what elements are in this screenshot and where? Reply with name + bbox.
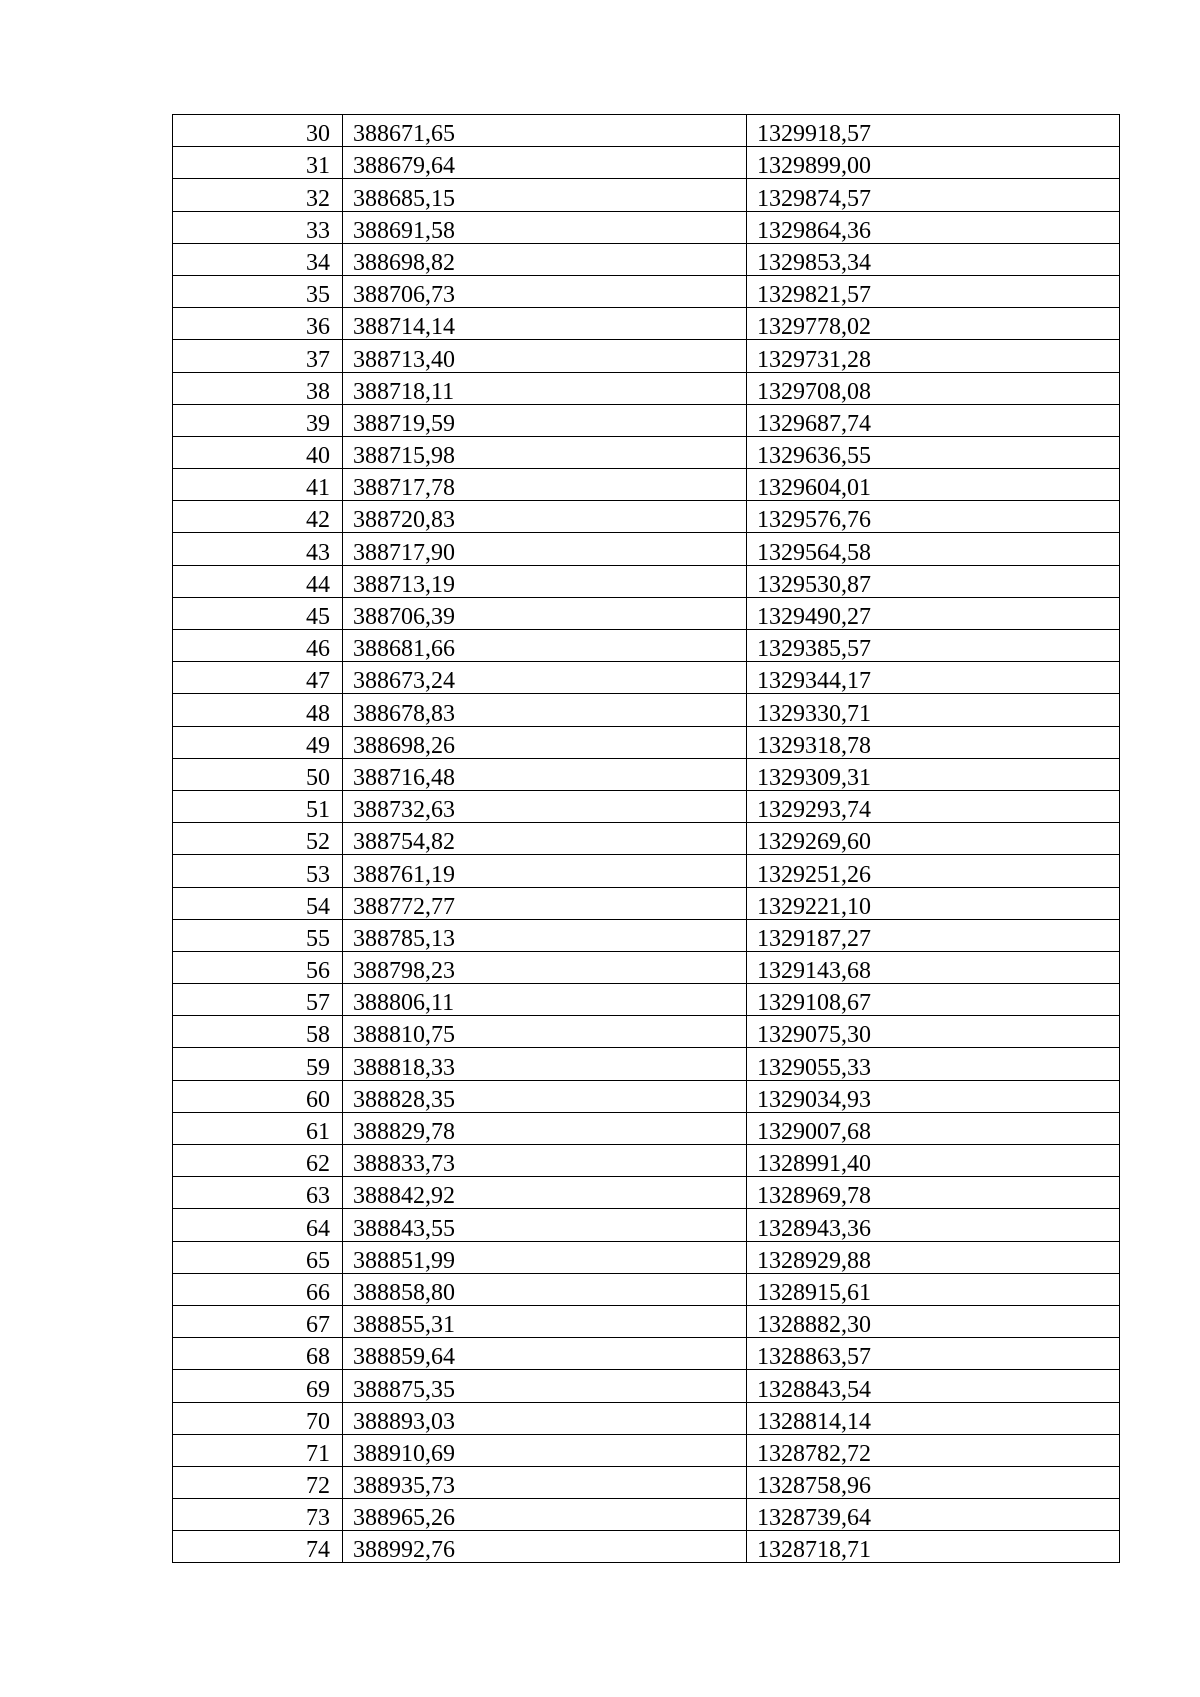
y-coordinate-cell: 1329576,76 [747,501,1120,533]
y-coordinate-cell: 1329687,74 [747,404,1120,436]
y-coordinate-cell: 1329530,87 [747,565,1120,597]
y-coordinate-cell: 1329251,26 [747,855,1120,887]
table-row [173,597,1120,629]
y-coordinate-cell: 1329221,10 [747,887,1120,919]
table-row [173,1499,1120,1531]
x-coordinate-cell: 388875,35 [343,1370,747,1402]
table-row [173,1048,1120,1080]
y-coordinate-cell: 1328929,88 [747,1241,1120,1273]
x-coordinate-cell: 388851,99 [343,1241,747,1273]
point-number-cell: 30 [173,115,343,147]
x-coordinate-cell: 388833,73 [343,1145,747,1177]
table-row [173,1466,1120,1498]
point-number-cell: 42 [173,501,343,533]
y-coordinate-cell: 1329564,58 [747,533,1120,565]
y-coordinate-cell: 1329636,55 [747,436,1120,468]
point-number-cell: 68 [173,1338,343,1370]
point-number-cell: 60 [173,1080,343,1112]
table-row [173,790,1120,822]
point-number-cell: 66 [173,1273,343,1305]
x-coordinate-cell: 388992,76 [343,1531,747,1563]
table-row [173,662,1120,694]
point-number-cell: 35 [173,275,343,307]
table-row [173,1273,1120,1305]
y-coordinate-cell: 1329108,67 [747,984,1120,1016]
point-number-cell: 34 [173,243,343,275]
y-coordinate-cell: 1329143,68 [747,951,1120,983]
y-coordinate-cell: 1329318,78 [747,726,1120,758]
table-row [173,919,1120,951]
y-coordinate-cell: 1328758,96 [747,1466,1120,1498]
y-coordinate-cell: 1329821,57 [747,275,1120,307]
point-number-cell: 61 [173,1112,343,1144]
table-row [173,501,1120,533]
y-coordinate-cell: 1328882,30 [747,1305,1120,1337]
point-number-cell: 46 [173,630,343,662]
x-coordinate-cell: 388714,14 [343,308,747,340]
table-row [173,372,1120,404]
y-coordinate-cell: 1329344,17 [747,662,1120,694]
x-coordinate-cell: 388673,24 [343,662,747,694]
y-coordinate-cell: 1329330,71 [747,694,1120,726]
table-row [173,1305,1120,1337]
coordinates-table [172,114,1120,1563]
point-number-cell: 73 [173,1499,343,1531]
x-coordinate-cell: 388678,83 [343,694,747,726]
y-coordinate-cell: 1328991,40 [747,1145,1120,1177]
y-coordinate-cell: 1329864,36 [747,211,1120,243]
table-row [173,179,1120,211]
table-row [173,340,1120,372]
point-number-cell: 69 [173,1370,343,1402]
table-row [173,1080,1120,1112]
y-coordinate-cell: 1328863,57 [747,1338,1120,1370]
point-number-cell: 55 [173,919,343,951]
y-coordinate-cell: 1329187,27 [747,919,1120,951]
table-row [173,1177,1120,1209]
y-coordinate-cell: 1328843,54 [747,1370,1120,1402]
x-coordinate-cell: 388671,65 [343,115,747,147]
point-number-cell: 49 [173,726,343,758]
x-coordinate-cell: 388818,33 [343,1048,747,1080]
table-row [173,984,1120,1016]
x-coordinate-cell: 388855,31 [343,1305,747,1337]
y-coordinate-cell: 1329075,30 [747,1016,1120,1048]
table-row [173,726,1120,758]
y-coordinate-cell: 1328814,14 [747,1402,1120,1434]
table-row [173,211,1120,243]
table-row [173,147,1120,179]
x-coordinate-cell: 388859,64 [343,1338,747,1370]
x-coordinate-cell: 388717,78 [343,469,747,501]
x-coordinate-cell: 388806,11 [343,984,747,1016]
point-number-cell: 36 [173,308,343,340]
y-coordinate-cell: 1328915,61 [747,1273,1120,1305]
point-number-cell: 72 [173,1466,343,1498]
x-coordinate-cell: 388698,26 [343,726,747,758]
y-coordinate-cell: 1329778,02 [747,308,1120,340]
point-number-cell: 41 [173,469,343,501]
x-coordinate-cell: 388798,23 [343,951,747,983]
y-coordinate-cell: 1329604,01 [747,469,1120,501]
point-number-cell: 47 [173,662,343,694]
point-number-cell: 74 [173,1531,343,1563]
table-row [173,308,1120,340]
point-number-cell: 45 [173,597,343,629]
y-coordinate-cell: 1328782,72 [747,1434,1120,1466]
x-coordinate-cell: 388893,03 [343,1402,747,1434]
table-row [173,1402,1120,1434]
table-row [173,1112,1120,1144]
point-number-cell: 54 [173,887,343,919]
table-row [173,823,1120,855]
y-coordinate-cell: 1329309,31 [747,758,1120,790]
x-coordinate-cell: 388698,82 [343,243,747,275]
x-coordinate-cell: 388706,73 [343,275,747,307]
table-row [173,275,1120,307]
point-number-cell: 51 [173,790,343,822]
table-row [173,1338,1120,1370]
x-coordinate-cell: 388772,77 [343,887,747,919]
table-row [173,436,1120,468]
table-row [173,404,1120,436]
point-number-cell: 59 [173,1048,343,1080]
x-coordinate-cell: 388842,92 [343,1177,747,1209]
y-coordinate-cell: 1329007,68 [747,1112,1120,1144]
y-coordinate-cell: 1329899,00 [747,147,1120,179]
point-number-cell: 40 [173,436,343,468]
y-coordinate-cell: 1329385,57 [747,630,1120,662]
point-number-cell: 70 [173,1402,343,1434]
table-row [173,1370,1120,1402]
table-row [173,1145,1120,1177]
point-number-cell: 58 [173,1016,343,1048]
point-number-cell: 62 [173,1145,343,1177]
x-coordinate-cell: 388716,48 [343,758,747,790]
y-coordinate-cell: 1328718,71 [747,1531,1120,1563]
x-coordinate-cell: 388706,39 [343,597,747,629]
y-coordinate-cell: 1329490,27 [747,597,1120,629]
y-coordinate-cell: 1329034,93 [747,1080,1120,1112]
x-coordinate-cell: 388719,59 [343,404,747,436]
x-coordinate-cell: 388685,15 [343,179,747,211]
table-row [173,694,1120,726]
point-number-cell: 33 [173,211,343,243]
table-row [173,565,1120,597]
x-coordinate-cell: 388935,73 [343,1466,747,1498]
y-coordinate-cell: 1328969,78 [747,1177,1120,1209]
point-number-cell: 52 [173,823,343,855]
table-row [173,1241,1120,1273]
x-coordinate-cell: 388761,19 [343,855,747,887]
table-row [173,469,1120,501]
table-row [173,1209,1120,1241]
x-coordinate-cell: 388810,75 [343,1016,747,1048]
table-row [173,951,1120,983]
x-coordinate-cell: 388828,35 [343,1080,747,1112]
point-number-cell: 67 [173,1305,343,1337]
table-row [173,1434,1120,1466]
coordinates-table-body [173,115,1120,1563]
x-coordinate-cell: 388691,58 [343,211,747,243]
x-coordinate-cell: 388910,69 [343,1434,747,1466]
y-coordinate-cell: 1329269,60 [747,823,1120,855]
point-number-cell: 31 [173,147,343,179]
x-coordinate-cell: 388718,11 [343,372,747,404]
y-coordinate-cell: 1329708,08 [747,372,1120,404]
y-coordinate-cell: 1329918,57 [747,115,1120,147]
x-coordinate-cell: 388715,98 [343,436,747,468]
point-number-cell: 56 [173,951,343,983]
point-number-cell: 43 [173,533,343,565]
y-coordinate-cell: 1329055,33 [747,1048,1120,1080]
point-number-cell: 44 [173,565,343,597]
table-row [173,630,1120,662]
x-coordinate-cell: 388785,13 [343,919,747,951]
point-number-cell: 53 [173,855,343,887]
y-coordinate-cell: 1328943,36 [747,1209,1120,1241]
point-number-cell: 50 [173,758,343,790]
point-number-cell: 64 [173,1209,343,1241]
x-coordinate-cell: 388679,64 [343,147,747,179]
table-row [173,243,1120,275]
point-number-cell: 63 [173,1177,343,1209]
point-number-cell: 39 [173,404,343,436]
point-number-cell: 37 [173,340,343,372]
x-coordinate-cell: 388858,80 [343,1273,747,1305]
x-coordinate-cell: 388713,40 [343,340,747,372]
x-coordinate-cell: 388965,26 [343,1499,747,1531]
table-row [173,533,1120,565]
x-coordinate-cell: 388754,82 [343,823,747,855]
table-row [173,887,1120,919]
x-coordinate-cell: 388717,90 [343,533,747,565]
x-coordinate-cell: 388829,78 [343,1112,747,1144]
y-coordinate-cell: 1329853,34 [747,243,1120,275]
point-number-cell: 65 [173,1241,343,1273]
point-number-cell: 32 [173,179,343,211]
point-number-cell: 57 [173,984,343,1016]
y-coordinate-cell: 1329293,74 [747,790,1120,822]
x-coordinate-cell: 388732,63 [343,790,747,822]
table-row [173,855,1120,887]
x-coordinate-cell: 388843,55 [343,1209,747,1241]
table-row [173,758,1120,790]
x-coordinate-cell: 388713,19 [343,565,747,597]
y-coordinate-cell: 1329731,28 [747,340,1120,372]
y-coordinate-cell: 1328739,64 [747,1499,1120,1531]
point-number-cell: 48 [173,694,343,726]
y-coordinate-cell: 1329874,57 [747,179,1120,211]
table-row [173,1531,1120,1563]
table-row [173,115,1120,147]
x-coordinate-cell: 388720,83 [343,501,747,533]
point-number-cell: 71 [173,1434,343,1466]
x-coordinate-cell: 388681,66 [343,630,747,662]
table-row [173,1016,1120,1048]
point-number-cell: 38 [173,372,343,404]
